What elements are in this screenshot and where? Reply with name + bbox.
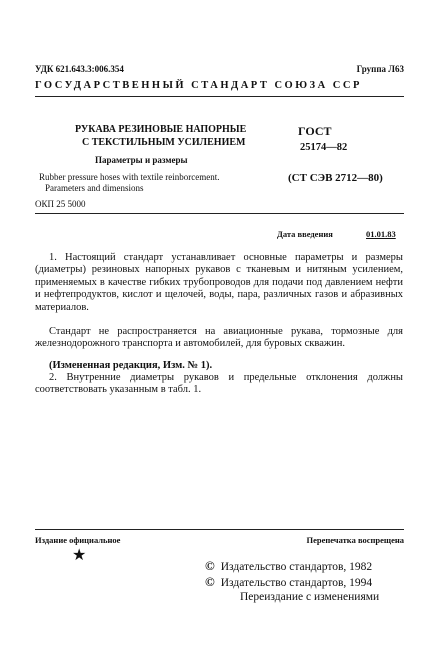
copyright-1994 xyxy=(205,574,372,590)
amendment-note: (Измененная редакция, Изм. № 1). xyxy=(49,360,213,371)
reprint-prohibited: Перепечатка воспрещена xyxy=(306,535,404,545)
reissue-note: Переиздание с изменениями xyxy=(240,591,380,603)
copyright-icon: © xyxy=(205,574,215,589)
group-code: Группа Л63 xyxy=(356,64,404,74)
paragraph-2: Стандарт не распространяется на авиационные рукава, тормозные для железнодорожного транспорта и автомобилей, для буровых скважин. xyxy=(35,326,403,350)
intro-date-label: Дата введения xyxy=(277,229,333,239)
title-line1: РУКАВА РЕЗИНОВЫЕ НАПОРНЫЕ xyxy=(75,124,247,135)
sev-reference: (СТ СЭВ 2712—80) xyxy=(288,172,383,184)
okp-code: ОКП 25 5000 xyxy=(35,199,86,209)
standard-heading: ГОСУДАРСТВЕННЫЙ СТАНДАРТ СОЮЗА ССР xyxy=(35,80,362,91)
paragraph-1: 1. Настоящий стандарт устанавливает основные параметры и размеры (диаметры) резиновых напорных рукавов с тканевым и нитяным усилением, применяемых в качестве гибких трубопроводов для подачи под давлением нефти и нефтепродуктов, кислот и щелочей, воды, пара, различных газов и абразивных материалов. xyxy=(35,252,403,313)
footer-rule xyxy=(35,529,404,530)
okp-rule xyxy=(35,213,404,214)
title-line2: С ТЕКСТИЛЬНЫМ УСИЛЕНИЕМ xyxy=(82,137,246,148)
english-title-line1: Rubber pressure hoses with textile reinborcement. xyxy=(39,172,220,182)
paragraph-3: 2. Внутренние диаметры рукавов и предельные отклонения должны соответствовать указанным в табл. 1. xyxy=(35,372,403,396)
copyright-1982-text: Издательство стандартов, 1982 xyxy=(220,561,373,573)
star-icon: ★ xyxy=(72,547,87,564)
intro-date-value: 01.01.83 xyxy=(366,229,396,239)
subtitle: Параметры и размеры xyxy=(95,155,188,165)
header-rule xyxy=(35,96,404,97)
copyright-1982 xyxy=(205,558,372,574)
gost-label: ГОСТ xyxy=(298,124,332,138)
copyright-1994-text: Издательство стандартов, 1994 xyxy=(220,577,373,589)
udk-code: УДК 621.643.3:006.354 xyxy=(35,64,124,74)
copyright-icon: © xyxy=(205,558,215,573)
official-edition: Издание официальное xyxy=(35,535,121,545)
english-title-line2: Parameters and dimensions xyxy=(45,183,144,193)
gost-number: 25174—82 xyxy=(300,142,348,153)
